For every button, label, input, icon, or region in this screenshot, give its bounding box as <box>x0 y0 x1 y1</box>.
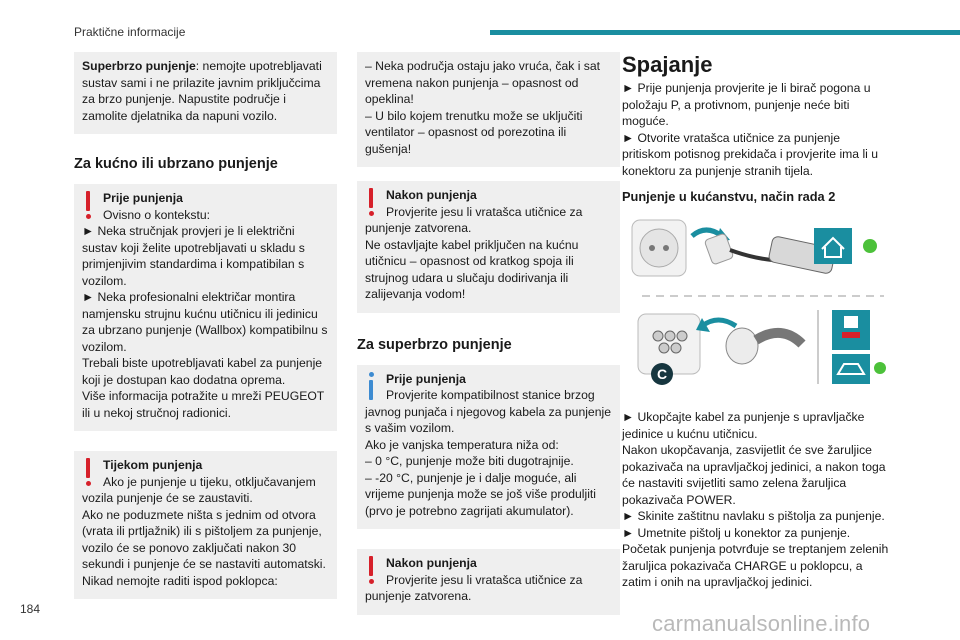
warning-line: Ako je punjenje u tijeku, otključavanjem <box>103 474 316 489</box>
watermark: carmanualsonline.info <box>652 611 871 636</box>
warning-text: punjenje zatvorena. <box>365 589 472 603</box>
section-title: Praktične informacije <box>74 25 186 39</box>
step-text: Početak punjenja potvrđuje se treptanjem zelenih žaruljica pokazivača CHARGE u poklopcu, a zatim i onih na upravljačkoj jedinici. <box>622 542 889 589</box>
warning-text: – Neka područja ostaju jako vruća, čak i sat vremena nakon punjenja – opasnost od opeklina! <box>365 59 601 106</box>
intro-text: ► Prije punjenja provjerite je li birač pogona u položaju P, a protivnom, punjenje neće biti moguće. <box>622 81 871 128</box>
warning-text: Ne ostavljajte kabel priključen na kućnu utičnicu – opasnost od kratkog spoja ili strujnog udara u slučaju dodirivanja ili zalijevanja vodom! <box>365 237 579 301</box>
step-text: ► Ukopčajte kabel za punjenje s upravljačke jedinice u kućnu utičnicu. <box>622 410 865 441</box>
figure-label-c: C <box>656 366 668 382</box>
superfast-note <box>74 52 337 134</box>
warning-text: punjenje zatvorena. <box>365 221 472 235</box>
warning-text: vozila punjenje će se zaustaviti. <box>82 491 253 505</box>
warning-title: Prije punjenja <box>103 191 183 205</box>
info-text: javnog punjača i njegovog kabela za punjenje s vašim vozilom. <box>365 404 611 435</box>
warning-text: Nikad nemojte raditi ispod poklopca: <box>82 573 278 588</box>
during-charging-warning <box>74 451 337 599</box>
charging-illustration <box>622 214 890 394</box>
superfast-text: : nemojte upotrebljavati sustav sami i ne prilazite javnim priključcima za brzo punjenje. Napustite područje i zamolite djelatnika da napuni vozilo. <box>82 59 322 123</box>
step-text: ► Skinite zaštitnu navlaku s pištolja za punjenje. <box>622 509 885 523</box>
warning-title: Nakon punjenja <box>386 556 477 570</box>
column-1 <box>74 52 337 613</box>
column-3 <box>622 52 890 591</box>
warning-title: Tijekom punjenja <box>103 458 203 472</box>
header-accent-bar <box>490 30 960 35</box>
column-2 <box>357 52 620 629</box>
warning-icon <box>84 191 92 219</box>
warning-text: Ako ne poduzmete ništa s jednim od otvora (vrata ili prtljažnik) ili s pištoljem za punjenje, vozilo će se ponovo zaključati nakon 30 sekundi i punjenje će se nastaviti automatski. <box>82 507 326 571</box>
info-text: – -20 °C, punjenje je i dalje moguće, ali vrijeme punjenja može se još više produljiti (prvo je potrebno zagrijati akumulator). <box>365 470 596 518</box>
after-charging-warning-2 <box>357 549 620 615</box>
connecting-title: Spajanje <box>622 52 713 77</box>
continued-warning <box>357 52 620 167</box>
superfast-heading: Za superbrzo punjenje <box>357 336 512 353</box>
step-text: ► Umetnite pištolj u konektor za punjenje. <box>622 525 851 540</box>
before-charging-warning <box>74 184 337 431</box>
info-title: Prije punjenja <box>386 371 466 386</box>
warning-text: ► Neka stručnjak provjeri je li električni sustav koji želite upotrebljavati u skladu s primjenjivim standardima i kompatibilan s vozilom. <box>82 224 305 288</box>
home-charging-heading: Za kućno ili ubrzano punjenje <box>74 156 278 172</box>
warning-line: Provjerite jesu li vratašca utičnice za <box>386 204 583 219</box>
mode2-subheading: Punjenje u kućanstvu, način rada 2 <box>622 189 836 204</box>
warning-text: Trebali biste upotrebljavati kabel za punjenje koji je dostupan kao dodatna oprema. <box>82 356 323 387</box>
warning-text: – U bilo kojem trenutku može se uključiti ventilator – opasnost od porezotina ili gušenja! <box>365 108 583 156</box>
intro-text: ► Otvorite vratašca utičnice za punjenje pritiskom potisnog prekidača i provjerite ima li u konektoru za punjenje stranih tijela. <box>622 130 879 178</box>
step-text: Nakon ukopčavanja, zasvijetlit će sve žaruljice pokazivača na upravljačkoj jedinici, a nakon toga će nastaviti svijetliti samo zelena žaruljica pokazivača POWER. <box>622 443 886 507</box>
info-line: Provjerite kompatibilnost stanice brzog <box>386 388 595 402</box>
warning-icon <box>367 188 375 216</box>
superfast-info <box>357 365 620 530</box>
warning-text: Više informacija potražite u mreži PEUGEOT ili u nekoj stručnoj radionici. <box>82 389 325 420</box>
warning-line: Provjerite jesu li vratašca utičnice za <box>386 572 583 587</box>
warning-title: Nakon punjenja <box>386 188 477 202</box>
info-icon <box>367 372 375 400</box>
after-charging-warning <box>357 181 620 313</box>
warning-line: Ovisno o kontekstu: <box>103 207 211 222</box>
info-text: Ako je vanjska temperatura niža od: <box>365 437 559 452</box>
warning-icon <box>367 556 375 584</box>
warning-icon <box>84 458 92 486</box>
warning-text: ► Neka profesionalni električar montira namjensku strujnu kućnu utičnicu ili jedinicu za ubrzano punjenje (Wallbox) kompatibilnu s vozilom. <box>82 290 328 354</box>
info-text: – 0 °C, punjenje može biti dugotrajnije. <box>365 454 574 468</box>
page-number: 184 <box>20 602 41 616</box>
superfast-label: Superbrzo punjenje <box>82 59 196 73</box>
